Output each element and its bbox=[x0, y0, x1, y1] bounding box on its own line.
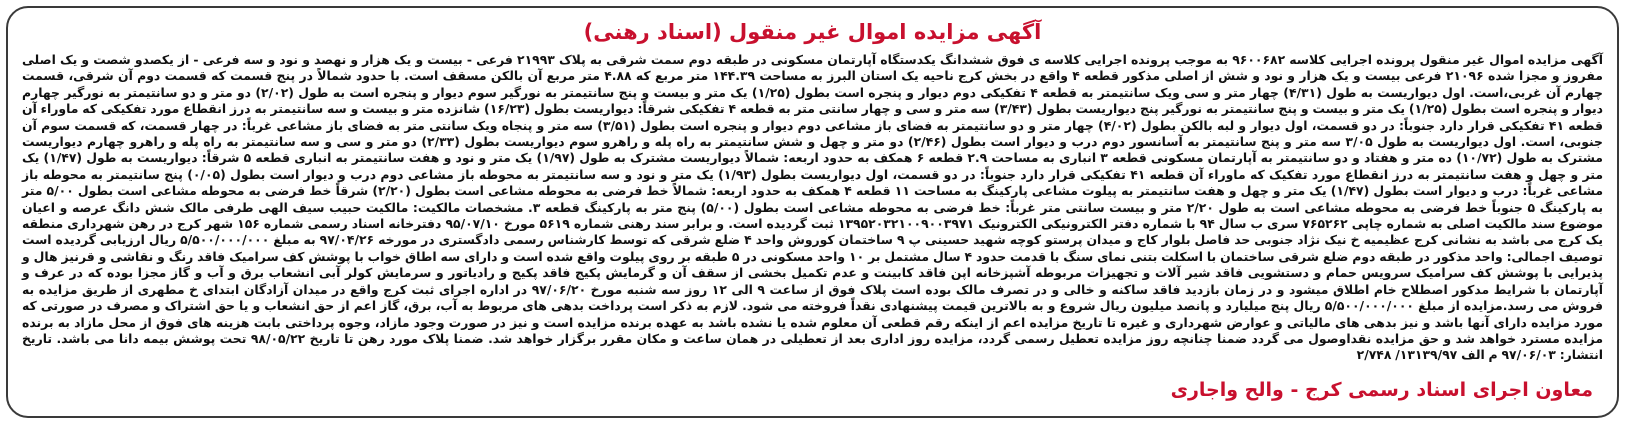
notice-title: آگهی مزایده اموال غیر منقول (اسناد رهنی) bbox=[583, 20, 1042, 44]
notice-body: آگهی مزایده اموال غیر منقول پرونده اجرایی کلاسه ۹۶۰۰۶۸۲ به موجب پرونده اجرایی کلاسه ی فوق ششدانگ یکدستگاه آپارتمان مسکونی در طبقه دوم سمت شرقی به پلاک ۲۱۹۹۳ فرعی - بیست و یک هزار و نهصد و نود و سه فرعی - از یکصدو شصت و یک اصلی مفروز و مجزا شده ۲۱۰۹۶ فرعی بیست و یک هزار و نود و شش از اصلی مذکور قطعه ۴ واقع در بخش کرج ناحیه یک استان البرز به مساحت ۱۴۴.۳۹ متر مربع که ۴.۸۸ متر مربع آن بالکن مسقف است. با حدود شمالاً در پنج قسمت که قسمت دوم آن شرقی، قسمت چهارم آن غربی،است. اول دیواریست به طول (۴/۳۱) چهار متر و سی ویک سانتیمتر به قطعه ۴ تفکیکی دوم دیوار و پنجره است بطول (۱/۲۵) یک متر و بیست و پنج سانتیمتر به نورگیر سوم دیوار و پنجره است به طول (۲/۰۲) دو متر و دو سانتیمتر به نورگیر چهارم دیوار و پنجره است بطول (۱/۲۵) یک متر و بیست و پنج سانتیمتر به نورگیر پنج دیواریست بطول (۳/۴۳) سه متر و سی و چهار سانتی متر به قطعه ۴ تفکیکی شرقاً: دیواریست بطول (۱۶/۲۳) شانزده متر و بیست و سه سانتیمتر به درز انقطاع مورد تفکیکی که ماوراء آن قطعه ۴۱ تفکیکی قرار دارد جنوباً: در دو قسمت، اول دیوار و لبه بالکن بطول (۴/۰۲) چهار متر و دو سانتیمتر به فضای باز مشاعی دوم دیوار و پنجره است بطول (۳/۵۱) سه متر و پنجاه ویک سانتی متر به فضای باز مشاعی غرباً: در چهار قسمت، که قسمت سوم آن جنوبی، است. اول دیواریست به طول ۳/۰۵ سه متر و پنج سانتیمتر به آسانسور دوم درب و دیوار است بطول (۲/۴۶) دو متر و چهل و شش سانتیمتر به راه پله و راهرو سوم دیواریست بطول (۲/۳۳) دو متر و سی و سه سانتیمتر به راه پله و راهرو چهارم دیواریست مشترک به طول (۱۰/۷۲) ده متر و هفتاد و دو سانتیمتر به آپارتمان مسکونی قطعه ۳ انباری به مساحت ۲.۹ قطعه ۶ همکف به حدود اربعه: شمالاً دیواریست مشترک به طول (۱/۹۷) یک متر و نود و هفت سانتیمتر به انباری قطعه ۵ شرقاً: دیواریست به طول (۱/۴۷) یک متر و چهل و هفت سانتیمتر به درز انقطاع مورد تفکیک که ماوراء آن قطعه ۴۱ تفکیکی قرار دارد جنوباً: در دو قسمت، اول دیواریست بطول (۱/۹۳) یک متر و نود و سه سانتیمتر به محوطه باز مشاعی دوم درب و دیوار است بطول (۰/۰۵) پنج سانتیمتر به محوطه باز مشاعی غرباً: درب و دیوار است بطول (۱/۴۷) یک متر و چهل و هفت سانتیمتر به پیلوت مشاعی پارکینگ به مساحت ۱۱ قطعه ۴ همکف به حدود اربعه: شمالاً خط فرضی به محوطه مشاعی است بطول (۲/۲۰) شرقاً خط فرضی به محوطه مشاعی است بطول ۵/۰۰ متر به پارکینگ ۵ جنوباً خط فرضی به محوطه مشاعی است به طول ۲/۲۰ متر و بیست سانتی متر غرباً: خط فرضی به محوطه مشاعی است بطول (۵/۰۰) پنج متر به پارکینگ قطعه ۳. مشخصات مالکیت: مالکیت حبیب سیف الهی طرفی مالک شش دانگ عرصه و اعیان موضوع سند مالکیت اصلی به شماره چاپی ۷۶۵۲۶۲ سری ب سال ۹۴ با شماره دفتر الکترونیکی الکترونیک ۱۳۹۵۲۰۳۲۱۰۰۹۰۰۳۹۷۱ ثبت گردیده است. و برابر سند رهنی شماره ۵۶۱۹ مورخ ۹۵/۰۷/۱۰ دفترخانه اسناد رسمی شماره ۱۵۶ شهر کرج در رهن شهرداری منطقه یک کرج می باشد به نشانی کرج عظیمیه خ نیک نژاد جنوبی حد فاصل بلوار کاج و میدان پرستو کوچه شهید حسینی پ ۹ ساختمان کوروش واحد ۴ ضلع شرقی که توسط کارشناس رسمی دادگستری در مورخه ۹۷/۰۴/۲۶ به مبلغ ۵/۵۰۰/۰۰۰/۰۰۰ ریال ارزیابی گردیده است توصیف اجمالی: واحد مذکور در طبقه دوم ضلع شرقی ساختمان با اسکلت بتنی نمای سنگ با قدمت حدود ۴ سال مشتمل بر ۱۰ واحد مسکونی در ۵ طبقه بر روی پیلوت واقع شده است و دارای سه اطاق خواب با پوشش کف سرامیک فاقد رنگ و نقاشی و قرنیز هال و پذیرایی با پوشش کف سرامیک سرویس حمام و دستشویی فاقد شیر آلات و تجهیزات مربوطه آشپزخانه اپن فاقد کابینت و عدم تکمیل بخشی از سقف آن و گرمایش پکیج فاقد پکیج و رادیاتور و سرمایش کولر آبی انشعاب برق و آب و گاز مجزا بوده که در عرف و آپارتمان با شرایط مدکور اصطلاح خام اطلاق میشود و در زمان بازدید فاقد ساکنه و خالی و در تصرف مالک بوده است پلاک فوق از ساعت ۹ الی ۱۲ روز سه شنبه مورخ ۹۷/۰۶/۲۰ در اداره اجرای ثبت کرج واقع در میدان آزادگان ابتدای خ مطهری از طریق مزایده به فروش می رسد.مزایده از مبلغ ۵/۵۰۰/۰۰۰/۰۰۰ ریال پنج میلیارد و پانصد میلیون ریال شروع و به بالاترین قیمت پیشنهادی نقداً فروخته می شود. لازم به ذکر است پرداخت بدهی های مربوط به آب، برق، گاز اعم از حق انشعاب و یا حق اشتراک و مصرف در صورتی که مورد مزایده دارای آنها باشد و نیز بدهی های مالیاتی و عوارض شهرداری و غیره تا تاریخ مزایده اعم از اینکه رقم قطعی آن معلوم شده یا نشده باشد به عهده برنده مزایده است و نیز در صورت وجود مازاد، وجوه پرداختی بابت هزینه های فوق از محل مازاد به برنده مزایده مسترد خواهد شد و حق مزایده نقداوصول می گردد ضمنا چنانچه روز مزایده تعطیل رسمی گردد، مزایده روز اداری بعد از تعطیلی در همان ساعت و مکان مقرر برگزار خواهد شد. ضمنا پلاک مورد رهن تا تاریخ ۹۸/۰۵/۲۲ تحت پوشش بیمه دانا می باشد. تاریخ انتشار: ۹۷/۰۶/۰۳ م الف ۱۳۱۳۹/۹۷/ ۲/۷۴۸ bbox=[22, 52, 1604, 363]
notice-signature: معاون اجرای اسناد رسمی کرج - والح واجاری bbox=[1170, 379, 1593, 401]
notice-frame bbox=[6, 6, 1619, 418]
